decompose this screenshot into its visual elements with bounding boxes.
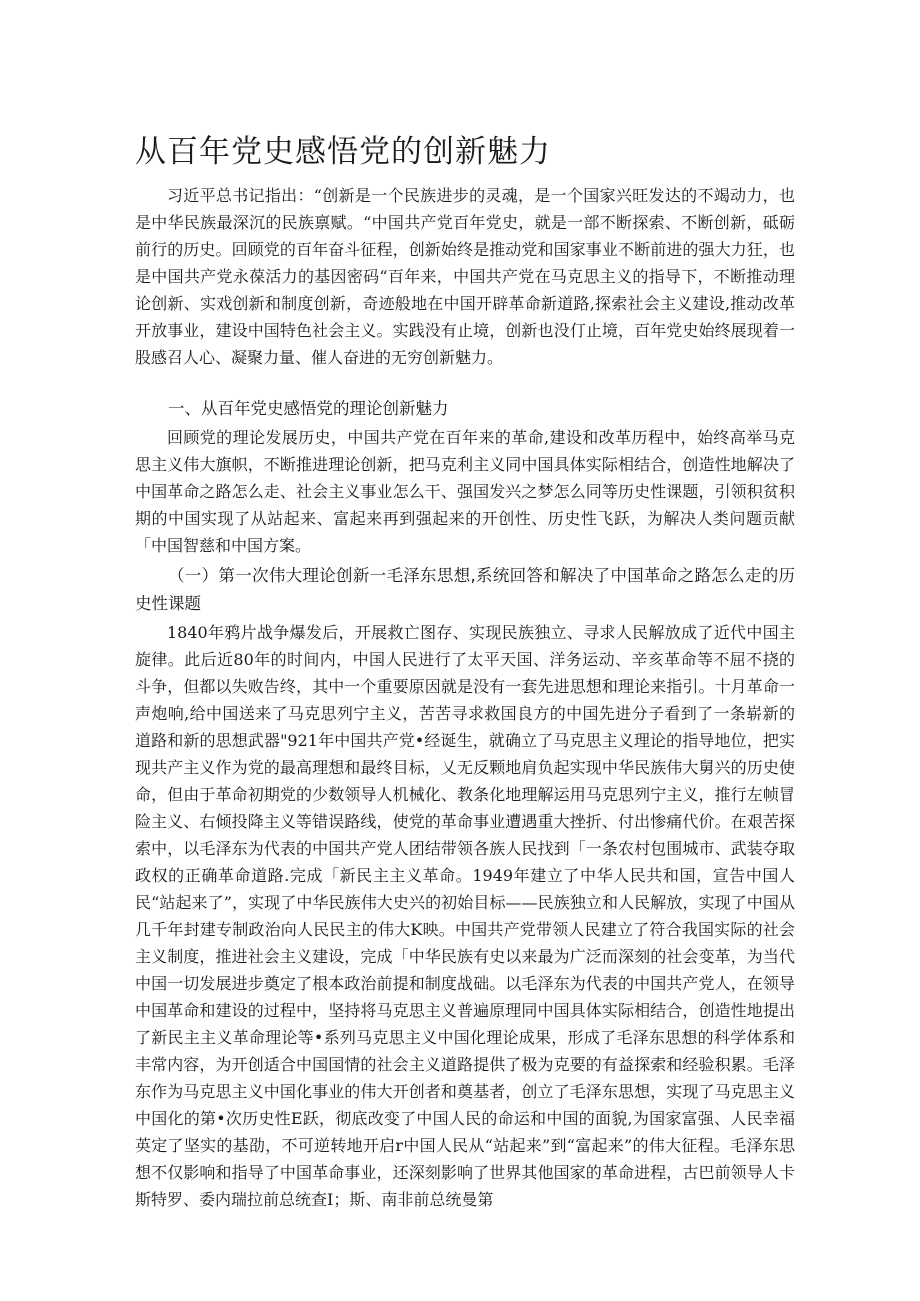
subsection1-paragraph: 1840年鸦片战争爆发后，开展救亡图存、实现民族独立、寻求人民解放成了近代中国主旋律。此后近80年的时间内，中国人民进行了太平天国、洋务运动、辛亥革命等不屈不挠的斗争，但都以失败告终，其中一个重要原因就是没有一套先进思想和理论来指引。十月革命一声炮响,给中国送来了马克思列宁主义，苦苦寻求救国良方的中国先进分子看到了一条崭新的道路和新的思想武器"921年中国共产党•经诞生，就确立了马克思主义理论的指导地位，把实现共产主义作为党的最高理想和最终目标，乂无反颗地肩负起实现中华民族伟大舅兴的历史使命，但由于革命初期党的少数领导人机械化、教条化地理解运用马克思列宁主义，推行左帧冒险主义、右倾投降主义等错误路线，使党的革命事业遭遇重大挫折、付出惨痛代价。在艰苦探索中，以毛泽东为代表的中国共产党人团结带领各族人民找到「一条农村包围城市、武装夺取政权的正确革命道路.完成「新民主主义革命。1949年建立了中华人民共和国，宣告中国人民“站起来了”，实现了中华民族伟大史兴的初始目标——民族独立和人民解放，实现了中国从几千年封建专制政治向人民民主的伟大K映。中国共产党带领人民建立了符合我国实际的社会主义制度，推进社会主义建设，完成「中华民族有史以来最为广泛而深刻的社会变革，为当代中国一切发展进步奠定了根本政治前提和制度战础。以毛泽东为代表的中国共产党人，在领导中国革命和建设的过程中，坚持将马克思主义普遍原理同中国具体实际相结合，创造性地提出了新民主主义革命理论等•系列马克思主义中国化理论成果，形成了毛泽东思想的科学体系和丰常内容，为开创适合中国国情的社会主义道路提供了极为克要的有益探索和经验积累。毛泽东作为马克思主义中国化事业的伟大开创者和奠基者，创立了毛泽东思想，实现了马克思主义中国化的第•次历史性E跃，彻底改变了中国人民的命运和中国的面貌,为国家富强、人民幸福英定了坚实的基劭，不可逆转地开启r中国人民从“站起来”到“富起来”的伟大征程。毛泽东思想不仅影响和指导了中国革命事业，还深刻影响了世界其他国家的革命进程，古巴前领导人卡斯特罗、委内瑞拉前总统查I；斯、南非前总统曼第 bbox=[135, 623, 795, 1209]
intro-paragraph: 习近平总书记指出：“创新是一个民族进步的灵魂，是一个国家兴旺发达的不竭动力，也是中华民族最深沉的民族禀赋。“中国共产党百年党史，就是一部不断探索、不断创新，砥砺前行的历史。回顾党的百年奋斗征程，创新始终是推动党和国家事业不断前进的强大力狂，也是中国共产党永葆活力的基因密码“百年来，中国共产党在马克思主义的指导下，不断推动理论创新、实戏创新和制度创新，奇迹般地在中国开辟革命新道路,探索社会主义建设,推动改革开放事业，建设中国特色社会主义。实践没有止境，创新也没仃止境，百年党史始终展现着一股感召人心、凝聚力量、催人奋进的无穷创新魅力。 bbox=[135, 186, 795, 367]
document-title: 从百年党史感悟党的创新魅力 bbox=[135, 134, 551, 170]
section1-paragraph: 回顾党的理论发展历史，中国共产党在百年来的革命,建设和改革历程中，始终高举马克思主义伟大旗帜，不断推进理论创新，把马克利主义同中国具体实际相结合，创造性地解决了中国革命之路怎么走、社会主义事业怎么干、强国发兴之梦怎么同等历史性课题，引领积贫积期的中国实现了从站起来、富起来再到强起来的开创性、历史性飞跃，为解决人类问题贡献「中国智慈和中国方案。 bbox=[135, 428, 795, 555]
subsection-heading-1: （一）第一次伟大理论创新一毛泽东思想,系统回答和解决了中国革命之路怎么走的历史性课题 bbox=[135, 566, 795, 613]
section-heading-1: 一、从百年党史感悟党的理论创新魅力 bbox=[168, 399, 449, 418]
